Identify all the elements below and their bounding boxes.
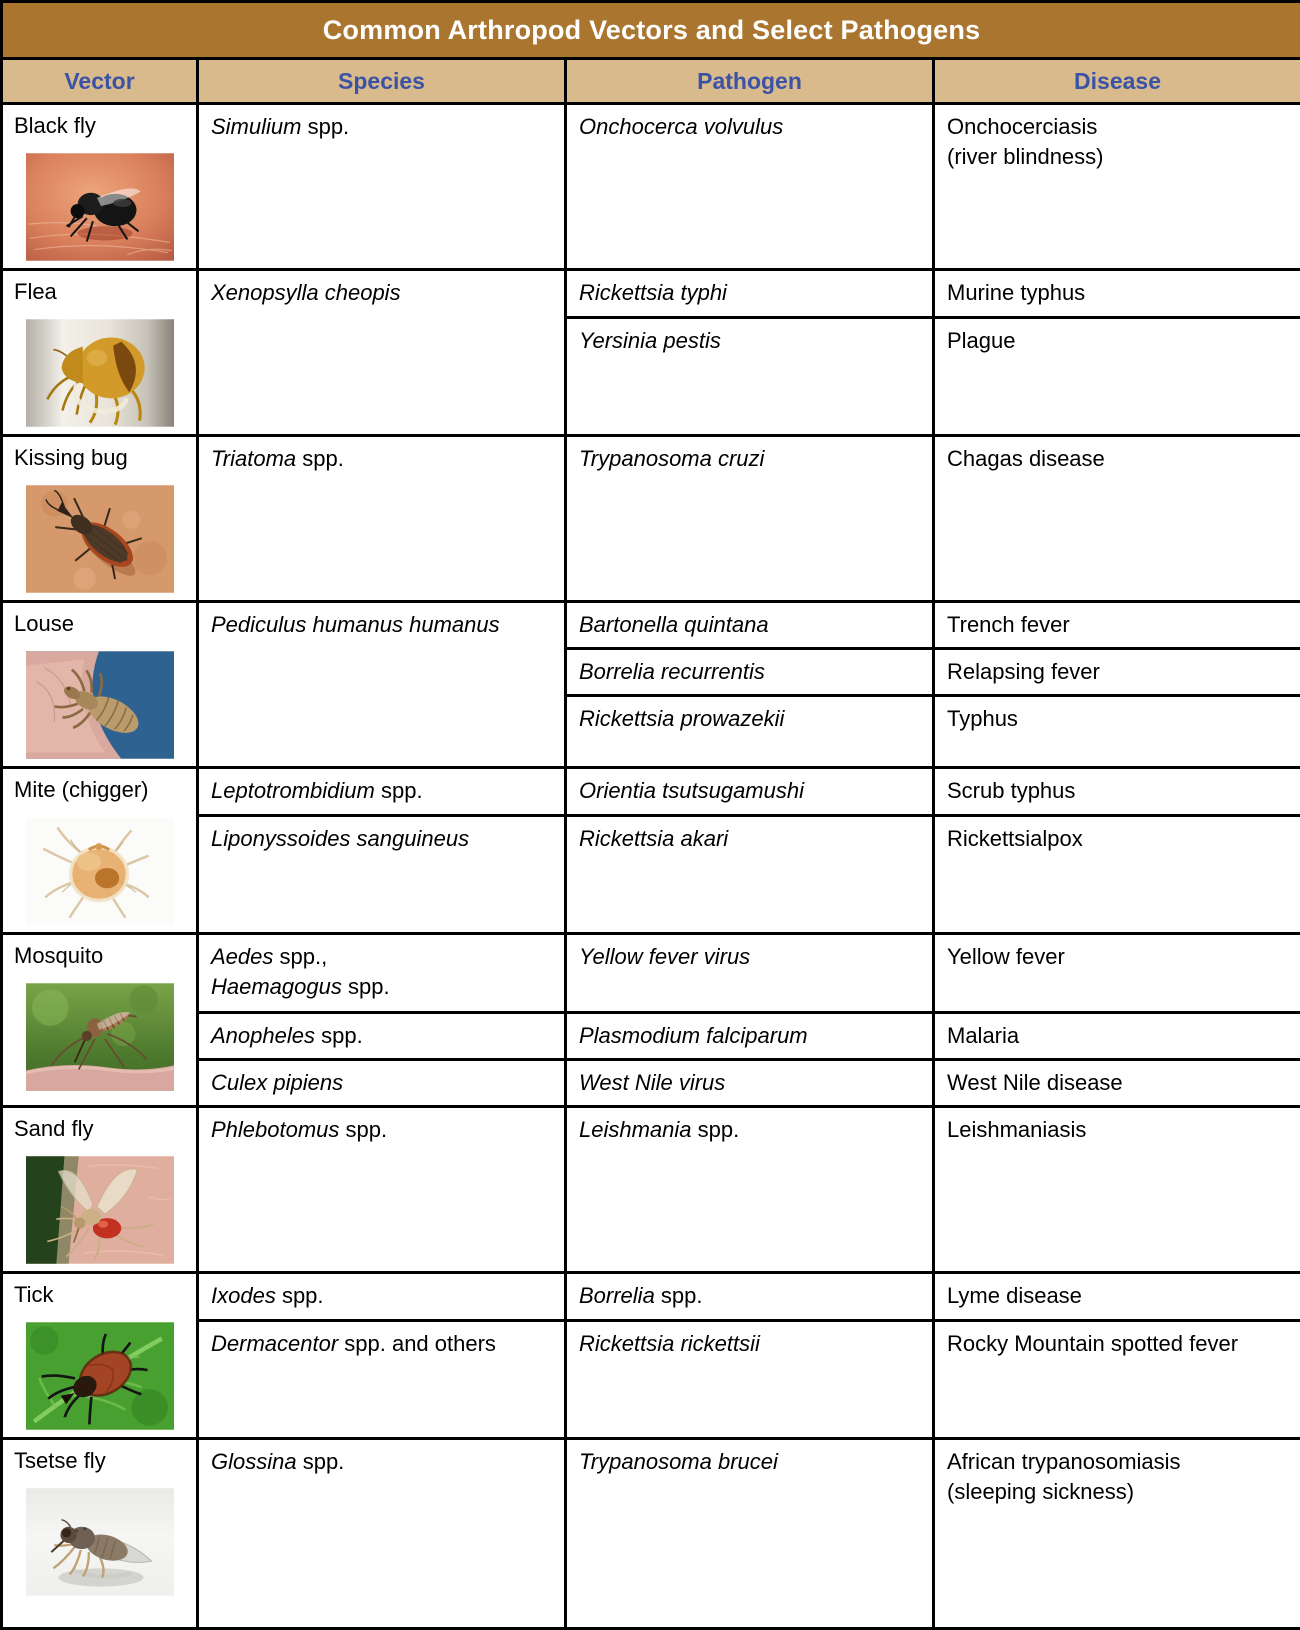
table-row bbox=[2, 436, 1300, 602]
column-header-pathogen: Pathogen bbox=[566, 59, 934, 104]
species-cell: Leptotrombidium spp. bbox=[198, 768, 566, 816]
pathogen-cell: Rickettsia akari bbox=[566, 815, 934, 933]
species-cell: Culex pipiens bbox=[198, 1060, 566, 1107]
disease-cell: Yellow fever bbox=[934, 934, 1300, 1013]
vector-cell bbox=[2, 104, 198, 270]
disease-cell: Plague bbox=[934, 317, 1300, 435]
disease-cell: Rocky Mountain spotted fever bbox=[934, 1320, 1300, 1438]
table-row bbox=[2, 1273, 1300, 1321]
pathogen-cell: Trypanosoma cruzi bbox=[566, 436, 934, 602]
table-title: Common Arthropod Vectors and Select Pathogens bbox=[2, 2, 1300, 59]
vector-cell bbox=[2, 436, 198, 602]
pathogen-cell: West Nile virus bbox=[566, 1060, 934, 1107]
kissing-bug-image bbox=[26, 485, 174, 593]
column-header-species: Species bbox=[198, 59, 566, 104]
vector-label: Tsetse fly bbox=[14, 1447, 188, 1475]
vector-label: Sand fly bbox=[14, 1115, 188, 1143]
disease-cell: Leishmaniasis bbox=[934, 1107, 1300, 1273]
vector-label: Flea bbox=[14, 278, 188, 306]
disease-cell: Lyme disease bbox=[934, 1273, 1300, 1321]
species-cell: Xenopsylla cheopis bbox=[198, 270, 566, 436]
table-row bbox=[2, 768, 1300, 816]
pathogen-cell: Rickettsia prowazekii bbox=[566, 696, 934, 768]
species-cell: Liponyssoides sanguineus bbox=[198, 815, 566, 933]
louse-image bbox=[26, 651, 174, 759]
species-cell: Simulium spp. bbox=[198, 104, 566, 270]
mite-image bbox=[26, 817, 174, 925]
vector-cell bbox=[2, 768, 198, 934]
table-row bbox=[2, 1439, 1300, 1629]
disease-cell: African trypanosomiasis (sleeping sickness) bbox=[934, 1439, 1300, 1629]
table-title-row bbox=[2, 2, 1300, 59]
disease-cell: Relapsing fever bbox=[934, 649, 1300, 696]
pathogen-cell: Leishmania spp. bbox=[566, 1107, 934, 1273]
pathogen-cell: Borrelia spp. bbox=[566, 1273, 934, 1321]
vector-label: Louse bbox=[14, 610, 188, 638]
table-row bbox=[2, 602, 1300, 649]
vector-cell bbox=[2, 270, 198, 436]
disease-cell: Chagas disease bbox=[934, 436, 1300, 602]
column-header-vector: Vector bbox=[2, 59, 198, 104]
vector-cell bbox=[2, 934, 198, 1107]
disease-cell: Malaria bbox=[934, 1013, 1300, 1060]
table-row bbox=[2, 934, 1300, 1013]
pathogen-cell: Onchocerca volvulus bbox=[566, 104, 934, 270]
vector-cell bbox=[2, 602, 198, 768]
column-header-disease: Disease bbox=[934, 59, 1300, 104]
vector-label: Mite (chigger) bbox=[14, 776, 188, 804]
species-cell: Anopheles spp. bbox=[198, 1013, 566, 1060]
pathogen-cell: Plasmodium falciparum bbox=[566, 1013, 934, 1060]
mosquito-image bbox=[26, 983, 174, 1091]
disease-cell: Rickettsialpox bbox=[934, 815, 1300, 933]
black-fly-image bbox=[26, 153, 174, 261]
disease-cell: West Nile disease bbox=[934, 1060, 1300, 1107]
pathogen-cell: Rickettsia rickettsii bbox=[566, 1320, 934, 1438]
pathogen-cell: Borrelia recurrentis bbox=[566, 649, 934, 696]
column-header-row bbox=[2, 59, 1300, 104]
disease-cell: Scrub typhus bbox=[934, 768, 1300, 816]
disease-cell: Onchocerciasis (river blindness) bbox=[934, 104, 1300, 270]
species-cell: Phlebotomus spp. bbox=[198, 1107, 566, 1273]
species-cell: Glossina spp. bbox=[198, 1439, 566, 1629]
vector-label: Mosquito bbox=[14, 942, 188, 970]
disease-cell: Murine typhus bbox=[934, 270, 1300, 318]
sand-fly-image bbox=[26, 1156, 174, 1264]
tick-image bbox=[26, 1322, 174, 1430]
vector-cell bbox=[2, 1273, 198, 1439]
pathogen-cell: Trypanosoma brucei bbox=[566, 1439, 934, 1629]
species-cell: Aedes spp., Haemagogus spp. bbox=[198, 934, 566, 1013]
pathogen-cell: Bartonella quintana bbox=[566, 602, 934, 649]
table-row bbox=[2, 1107, 1300, 1273]
vector-label: Tick bbox=[14, 1281, 188, 1309]
table-row bbox=[2, 104, 1300, 270]
disease-cell: Typhus bbox=[934, 696, 1300, 768]
flea-image bbox=[26, 319, 174, 427]
vector-cell bbox=[2, 1439, 198, 1629]
vector-cell bbox=[2, 1107, 198, 1273]
pathogen-cell: Rickettsia typhi bbox=[566, 270, 934, 318]
species-cell: Triatoma spp. bbox=[198, 436, 566, 602]
disease-cell: Trench fever bbox=[934, 602, 1300, 649]
tsetse-fly-image bbox=[26, 1488, 174, 1596]
table-body bbox=[2, 104, 1300, 1629]
species-cell: Ixodes spp. bbox=[198, 1273, 566, 1321]
vector-label: Black fly bbox=[14, 112, 188, 140]
vector-label: Kissing bug bbox=[14, 444, 188, 472]
pathogen-cell: Orientia tsutsugamushi bbox=[566, 768, 934, 816]
table-row bbox=[2, 270, 1300, 318]
species-cell: Pediculus humanus humanus bbox=[198, 602, 566, 768]
pathogen-cell: Yellow fever virus bbox=[566, 934, 934, 1013]
species-cell: Dermacentor spp. and others bbox=[198, 1320, 566, 1438]
pathogen-cell: Yersinia pestis bbox=[566, 317, 934, 435]
